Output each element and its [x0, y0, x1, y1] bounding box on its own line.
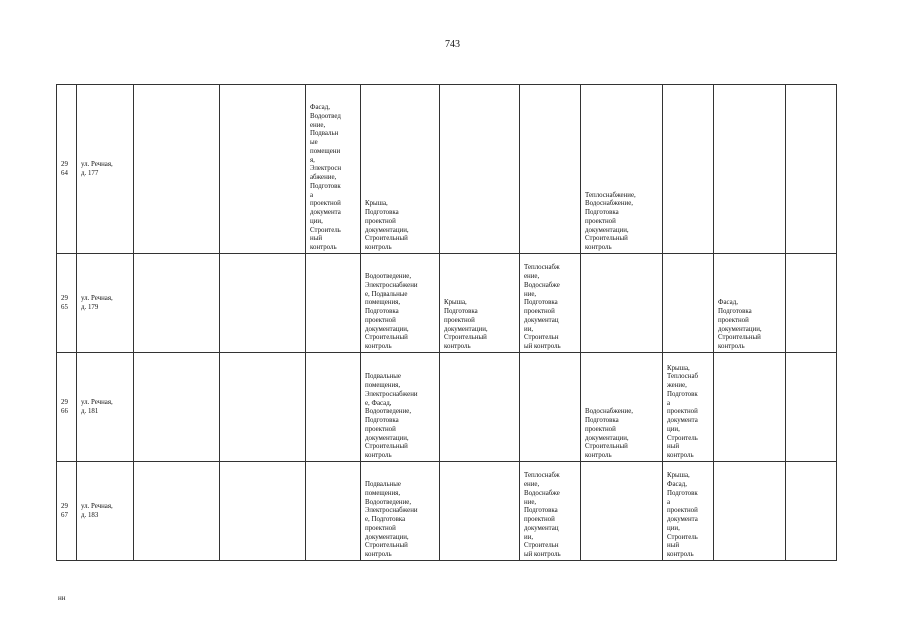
column-11-cell — [714, 462, 786, 561]
row-number-text: 29 66 — [61, 398, 68, 415]
column-3-cell — [134, 254, 220, 353]
column-12-cell — [786, 353, 837, 462]
column-4-cell — [220, 462, 306, 561]
column-8-cell — [520, 353, 581, 462]
column-6-cell — [361, 254, 440, 353]
column-11-cell — [714, 254, 786, 353]
column-6-cell — [361, 462, 440, 561]
row-number-cell — [57, 254, 77, 353]
footer-mark: нн — [58, 594, 66, 602]
address-cell — [77, 462, 134, 561]
column-10-cell — [663, 462, 714, 561]
column-8-cell — [520, 254, 581, 353]
column-8-cell — [520, 85, 581, 254]
column-12-cell — [786, 254, 837, 353]
column-7-cell — [440, 254, 520, 353]
column-5-text: Фасад, Водоотвед ение, Подвальн ые помещени я, Электросн абжение, Подготовк а проектной документа ции, Строитель ный контроль — [310, 103, 342, 252]
column-3-cell — [134, 85, 220, 254]
column-6-text: Водоотведение, Электроснабжени е, Подвальные помещения, Подготовка проектной документации, Строительный контроль — [365, 273, 418, 351]
address-text: ул. Речная, д. 179 — [81, 294, 113, 311]
column-3-cell — [134, 353, 220, 462]
row-number-cell — [57, 462, 77, 561]
column-9-cell — [581, 353, 663, 462]
row-number-text: 29 67 — [61, 502, 68, 519]
column-8-text: Теплоснабж ение, Водоснабже ние, Подготовка проектной документац ии, Строительн ый контроль — [524, 472, 561, 559]
column-9-text: Водоснабжение, Подготовка проектной документации, Строительный контроль — [585, 408, 633, 460]
address-text: ул. Речная, д. 181 — [81, 398, 113, 415]
column-5-cell — [306, 85, 361, 254]
address-text: ул. Речная, д. 177 — [81, 160, 113, 177]
row-number-cell — [57, 85, 77, 254]
works-schedule-table — [56, 84, 837, 561]
column-9-cell — [581, 254, 663, 353]
column-9-cell — [581, 85, 663, 254]
column-8-text: Теплоснабж ение, Водоснабже ние, Подготовка проектной документац ии, Строительн ый контроль — [524, 264, 561, 351]
column-7-cell — [440, 85, 520, 254]
table-row — [57, 254, 837, 353]
table-body — [57, 85, 837, 561]
row-number-text: 29 64 — [61, 160, 68, 177]
column-6-cell — [361, 353, 440, 462]
column-6-text: Крыша, Подготовка проектной документации, Строительный контроль — [365, 200, 409, 252]
address-cell — [77, 85, 134, 254]
address-cell — [77, 353, 134, 462]
column-11-cell — [714, 85, 786, 254]
column-6-text: Подвальные помещения, Водоотведение, Электроснабжени е, Подготовка проектной документации, Строительный контроль — [365, 481, 418, 559]
column-10-cell — [663, 353, 714, 462]
column-9-cell — [581, 462, 663, 561]
column-10-cell — [663, 85, 714, 254]
row-number-cell — [57, 353, 77, 462]
column-5-cell — [306, 353, 361, 462]
column-10-cell — [663, 254, 714, 353]
column-6-cell — [361, 85, 440, 254]
table-row — [57, 462, 837, 561]
column-7-cell — [440, 353, 520, 462]
column-10-text: Крыша, Теплоснаб жение, Подготовк а проектной документа ции, Строитель ный контроль — [667, 364, 699, 460]
column-4-cell — [220, 353, 306, 462]
column-3-cell — [134, 462, 220, 561]
column-6-text: Подвальные помещения, Электроснабжени е, Фасад, Водоотведение, Подготовка проектной документации, Строительный контроль — [365, 373, 418, 460]
column-11-cell — [714, 353, 786, 462]
table-row — [57, 353, 837, 462]
column-12-cell — [786, 462, 837, 561]
column-5-cell — [306, 462, 361, 561]
address-cell — [77, 254, 134, 353]
column-8-cell — [520, 462, 581, 561]
page-number: 743 — [445, 39, 460, 50]
table-row — [57, 85, 837, 254]
column-12-cell — [786, 85, 837, 254]
column-7-text: Крыша, Подготовка проектной документации, Строительный контроль — [444, 299, 488, 351]
column-11-text: Фасад, Подготовка проектной документации, Строительный контроль — [718, 299, 762, 351]
column-7-cell — [440, 462, 520, 561]
column-4-cell — [220, 254, 306, 353]
row-number-text: 29 65 — [61, 294, 68, 311]
column-4-cell — [220, 85, 306, 254]
column-10-text: Крыша, Фасад, Подготовк а проектной документа ции, Строитель ный контроль — [667, 472, 698, 559]
column-5-cell — [306, 254, 361, 353]
column-9-text: Теплоснабжение, Водоснабжение, Подготовка проектной документации, Строительный контроль — [585, 191, 636, 252]
address-text: ул. Речная, д. 183 — [81, 502, 113, 519]
